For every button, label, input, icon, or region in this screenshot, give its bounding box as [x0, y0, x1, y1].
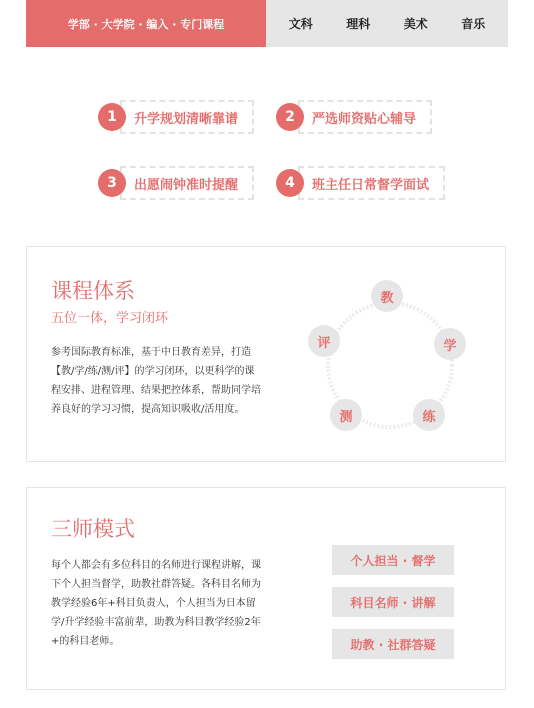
tag-subject-teacher: 科目名师 · 讲解	[332, 587, 454, 617]
curriculum-title: 课程体系	[51, 279, 135, 303]
nav-main-tab[interactable]: 学部 · 大学院 · 编入 · 专门课程	[26, 0, 266, 47]
tab-music[interactable]: 音乐	[461, 17, 486, 31]
feature-label: 升学规划清晰靠谱	[120, 100, 254, 134]
nav-tabs	[266, 0, 508, 47]
tag-assistant: 助教 · 社群答疑	[332, 629, 454, 659]
top-nav	[26, 0, 508, 47]
feature-number: 1	[98, 103, 126, 131]
feature-label: 出愿闹钟准时提醒	[120, 166, 254, 200]
cycle-node-test: 测	[330, 399, 362, 431]
feature-label: 严选师资贴心辅导	[298, 100, 432, 134]
curriculum-description: 参考国际教育标准，基于中日教育差异，打造【教/学/练/测/评】的学习闭环，以更科学的课程安排、进程管理、结果把控体系，帮助同学培养良好的学习习惯，提高知识吸收/活用度。	[51, 347, 261, 415]
tab-liberal-arts[interactable]: 文科	[288, 17, 313, 31]
feature-number: 3	[98, 169, 126, 197]
teachers-description: 每个人都会有多位科目的名师进行课程讲解，课下个人担当督学，助教社群答疑。各科目名师为教学经验6年+科目负责人，个人担当为日本留学/升学经验丰富前辈，助教为科目教学经验2年+的科目老师。	[51, 560, 261, 647]
feature-4	[276, 166, 445, 200]
cycle-node-learn: 学	[434, 328, 466, 360]
cycle-node-teach: 教	[371, 280, 403, 312]
cycle-node-evaluate: 评	[308, 325, 340, 357]
feature-label: 班主任日常督学面试	[298, 166, 445, 200]
feature-3	[98, 166, 254, 200]
feature-1	[98, 100, 254, 134]
curriculum-subtitle: 五位一体，学习闭环	[51, 311, 169, 326]
tab-science[interactable]: 理科	[346, 17, 371, 31]
feature-number: 2	[276, 103, 304, 131]
tab-art[interactable]: 美术	[403, 17, 428, 31]
teachers-panel	[26, 487, 506, 690]
teachers-title: 三师模式	[51, 517, 135, 541]
feature-2	[276, 100, 432, 134]
cycle-node-practice: 练	[413, 399, 445, 431]
curriculum-panel	[26, 246, 506, 462]
feature-number: 4	[276, 169, 304, 197]
tag-personal-tutor: 个人担当 · 督学	[332, 545, 454, 575]
